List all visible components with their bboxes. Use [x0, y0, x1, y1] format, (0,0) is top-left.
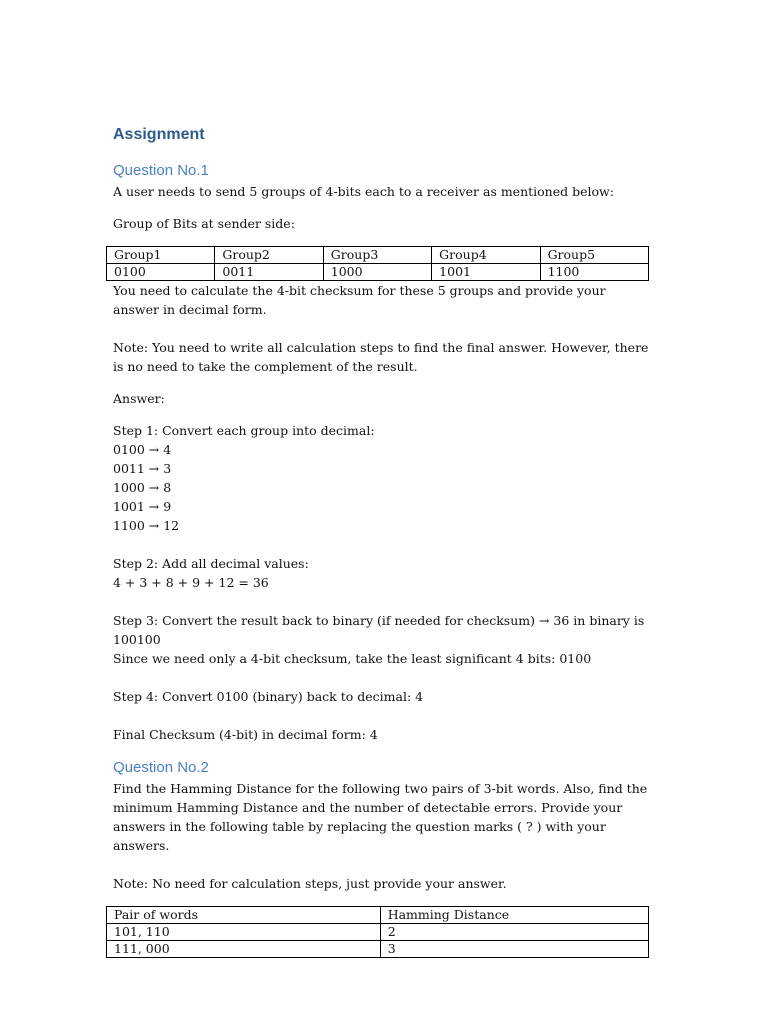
document-title: Assignment	[113, 126, 205, 143]
final-checksum-line: Final Checksum (4-bit) in decimal form: 4	[113, 727, 378, 742]
table-cell: 1100	[540, 264, 648, 281]
question-2-note: Note: No need for calculation steps, just provide your answer.	[113, 876, 507, 891]
table-header-cell: Pair of words	[107, 907, 381, 924]
step-1-line: 1000 → 8	[113, 480, 172, 495]
step-2-line: 4 + 3 + 8 + 9 + 12 = 36	[113, 575, 269, 590]
table-cell: 111, 000	[107, 941, 381, 958]
table-cell: 101, 110	[107, 924, 381, 941]
answer-label: Answer:	[113, 391, 165, 406]
table-row	[107, 264, 649, 281]
table-header-cell: Group4	[432, 247, 540, 264]
question-1-heading: Question No.1	[113, 162, 209, 179]
step-1-line: 1100 → 12	[113, 518, 180, 533]
question-1-intro: A user needs to send 5 groups of 4-bits each to a receiver as mentioned below:	[113, 184, 614, 199]
table-row	[107, 907, 649, 924]
hamming-table	[106, 906, 649, 958]
step-2-title: Step 2: Add all decimal values:	[113, 556, 309, 571]
table-row	[107, 924, 649, 941]
table-header-cell: Group1	[107, 247, 215, 264]
table-header-cell: Group2	[215, 247, 323, 264]
question-1-note: Note: You need to write all calculation steps to find the final answer. However, there is no need to take the complement of the result.	[113, 340, 649, 374]
step-4-line: Step 4: Convert 0100 (binary) back to decimal: 4	[113, 689, 424, 704]
table-cell: 3	[380, 941, 648, 958]
table-cell: 0011	[215, 264, 323, 281]
step-3-line: Step 3: Convert the result back to binary (if needed for checksum) → 36 in binary is 100100	[113, 613, 645, 647]
table-header-cell: Group5	[540, 247, 648, 264]
step-1-title: Step 1: Convert each group into decimal:	[113, 423, 375, 438]
question-2-intro: Find the Hamming Distance for the following two pairs of 3-bit words. Also, find the minimum Hamming Distance and the number of detectable errors. Provide your answers in the following table by replacing the question marks ( ? ) with your answers.	[113, 781, 648, 853]
table-header-cell: Hamming Distance	[380, 907, 648, 924]
table-cell: 1001	[432, 264, 540, 281]
bits-table	[106, 246, 649, 281]
question-2-heading: Question No.2	[113, 759, 209, 776]
question-1-instruction: You need to calculate the 4-bit checksum for these 5 groups and provide your answer in decimal form.	[113, 283, 606, 317]
table-cell: 0100	[107, 264, 215, 281]
table-header-cell: Group3	[323, 247, 431, 264]
step-1-line: 1001 → 9	[113, 499, 172, 514]
table-row	[107, 247, 649, 264]
table-cell: 2	[380, 924, 648, 941]
step-1-line: 0100 → 4	[113, 442, 172, 457]
table-row	[107, 941, 649, 958]
step-1-line: 0011 → 3	[113, 461, 172, 476]
step-3-line: Since we need only a 4-bit checksum, take the least significant 4 bits: 0100	[113, 651, 592, 666]
document-content	[113, 124, 649, 958]
group-label: Group of Bits at sender side:	[113, 216, 295, 231]
table-cell: 1000	[323, 264, 431, 281]
